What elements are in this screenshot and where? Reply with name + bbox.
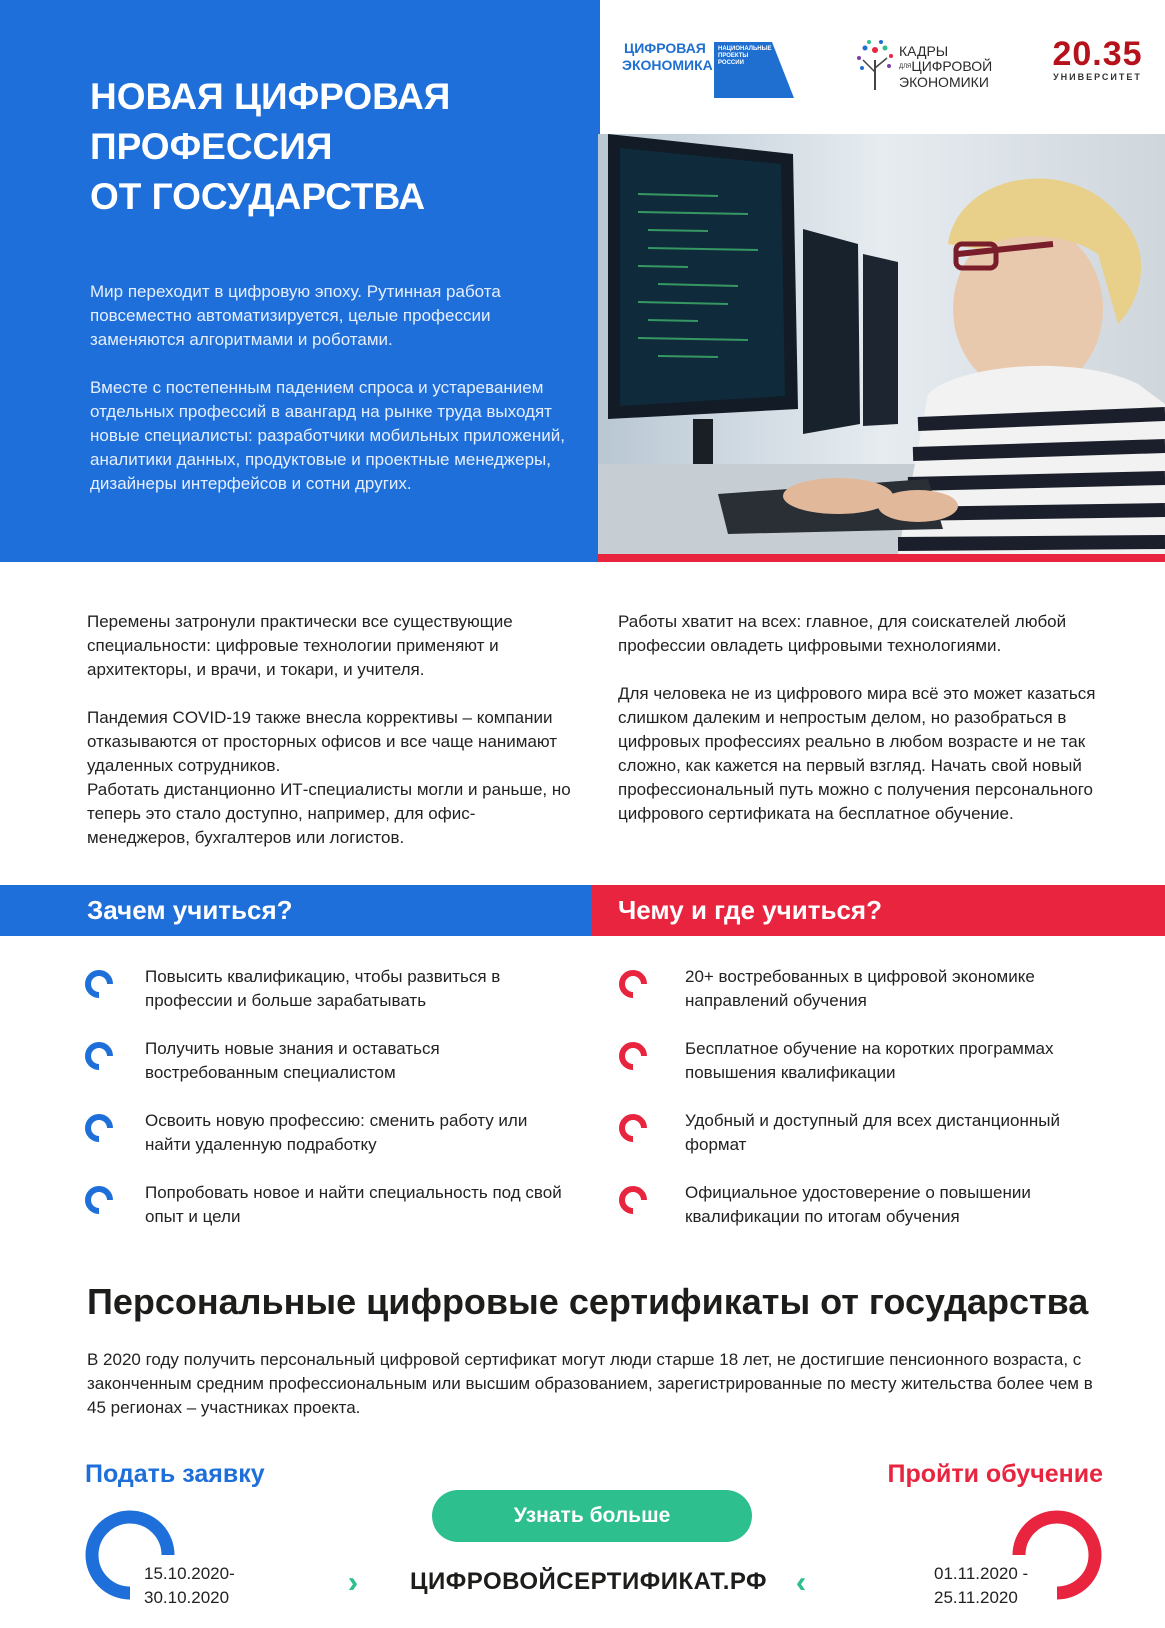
body-paragraph: Перемены затронули практически все существующие специальности: цифровые технологии применяют и архитекторы, и врачи, и токари, и учителя. xyxy=(87,612,513,679)
left-column-text xyxy=(87,610,577,874)
date-text: 30.10.2020 xyxy=(144,1588,230,1607)
why-item: Получить новые знания и оставаться востребованным специалистом xyxy=(145,1039,440,1082)
apply-dates xyxy=(144,1562,235,1610)
logo-text: ЭКОНОМИКА xyxy=(622,57,713,73)
tree-icon xyxy=(853,38,897,92)
blue-arc-icon xyxy=(84,1185,114,1215)
hero-photo xyxy=(598,134,1165,554)
certificates-title: Персональные цифровые сертификаты от государства xyxy=(87,1281,1089,1322)
office-worker-illustration xyxy=(598,134,1165,554)
body-paragraph: Работать дистанционно ИТ-специалисты могли и раньше, но теперь это стало доступно, например, для офис-менеджеров, бухгалтеров или логистов. xyxy=(87,780,571,847)
logo-text: ЦИФРОВОЙ xyxy=(911,58,993,74)
hero-text xyxy=(90,280,570,520)
blue-arc-icon xyxy=(84,1041,114,1071)
logo-text: КАДРЫ xyxy=(899,43,949,59)
what-title: Чему и где учиться? xyxy=(618,895,882,925)
hero-paragraph: Вместе с постепенным падением спроса и устареванием отдельных профессий в авангард на рынке труда выходят новые специалисты: разработчики мобильных приложений, аналитики данных, продуктовые и проектные менеджеры, дизайнеры интерфейсов и сотни других. xyxy=(90,378,565,493)
what-item: Бесплатное обучение на коротких программах повышения квалификации xyxy=(685,1039,1054,1082)
hero-paragraph: Мир переходит в цифровую эпоху. Рутинная работа повсеместно автоматизируется, целые профессии заменяются алгоритмами и роботами. xyxy=(90,282,501,349)
apply-label: Подать заявку xyxy=(85,1460,265,1488)
study-dates xyxy=(934,1562,1028,1610)
red-arc-icon xyxy=(618,1041,648,1071)
blue-arc-icon xyxy=(84,1113,114,1143)
red-arc-icon xyxy=(618,969,648,999)
body-paragraph: Работы хватит на всех: главное, для соискателей любой профессии овладеть цифровыми технологиями. xyxy=(618,612,1067,655)
study-label: Пройти обучение xyxy=(887,1460,1103,1488)
logo-text xyxy=(899,59,992,75)
university-2035-logo xyxy=(1050,36,1145,82)
site-link[interactable]: ЦИФРОВОЙСЕРТИФИКАТ.РФ xyxy=(410,1568,768,1595)
digital-economy-logo xyxy=(622,40,827,102)
hero-red-line xyxy=(598,554,1165,562)
hero-title: НОВАЯ ЦИФРОВАЯ ПРОФЕССИЯ ОТ ГОСУДАРСТВА xyxy=(90,76,451,217)
blue-arc-icon xyxy=(84,969,114,999)
why-item: Повысить квалификацию, чтобы развиться в профессии и больше зарабатывать xyxy=(145,967,501,1010)
national-projects-label: НАЦИОНАЛЬНЫЕ ПРОЕКТЫ РОССИИ xyxy=(718,46,772,66)
body-paragraph: Пандемия COVID-19 также внесла коррективы – компании отказываются от просторных офисов и все чаще нанимают удаленных сотрудников. xyxy=(87,708,558,775)
logo-text: ЭКОНОМИКИ xyxy=(899,73,989,90)
red-arc-icon xyxy=(618,1113,648,1143)
logo-small-text: ДЛЯ xyxy=(899,63,912,70)
date-text: 25.11.2020 xyxy=(934,1588,1018,1607)
date-text: 01.11.2020 - xyxy=(934,1564,1029,1583)
right-column-text xyxy=(618,610,1138,850)
date-text: 15.10.2020- xyxy=(144,1564,235,1583)
why-item: Попробовать новое и найти специальность под свой опыт и цели xyxy=(145,1183,562,1226)
what-item: 20+ востребованных в цифровой экономике направлений обучения xyxy=(685,967,1035,1010)
what-item: Официальное удостоверение о повышении квалификации по итогам обучения xyxy=(685,1183,1031,1226)
logo-text: ЦИФРОВАЯ xyxy=(624,40,706,56)
kadry-logo xyxy=(853,38,1008,92)
certificates-text: В 2020 году получить персональный цифровой сертификат могут люди старше 18 лет, не достигшие пенсионного возраста, с законченным средним профессиональным или высшим образованием, зарегистрированные по месту жительства более чем в 45 регионах – участниках проекта. xyxy=(87,1350,1093,1417)
why-item: Освоить новую профессию: сменить работу или найти удаленную подработку xyxy=(145,1111,528,1154)
body-paragraph: Для человека не из цифрового мира всё это может казаться слишком далеким и непростым делом, но разобраться в цифровых профессиях реально в любом возрасте и не так сложно, как кажется на первый взгляд. Начать свой новый профессиональный путь можно с получения персонального цифрового сертификата на бесплатное обучение. xyxy=(618,684,1096,823)
learn-more-button[interactable]: Узнать больше xyxy=(432,1490,752,1542)
university-label: УНИВЕРСИТЕТ xyxy=(1053,72,1142,82)
university-number: 20.35 xyxy=(1052,35,1143,73)
what-item: Удобный и доступный для всех дистанционный формат xyxy=(685,1111,1060,1154)
red-arc-icon xyxy=(618,1185,648,1215)
why-title: Зачем учиться? xyxy=(87,895,293,925)
